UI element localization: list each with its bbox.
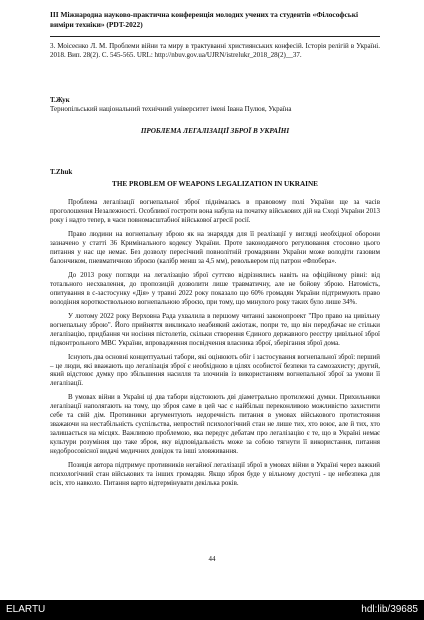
header-divider: [50, 36, 380, 37]
paper-title-ua: ПРОБЛЕМА ЛЕГАЛІЗАЦІЇ ЗБРОЇ В УКРАЇНІ: [140, 127, 290, 135]
paragraph: Проблема легалізації вогнепальної зброї піднімалась в правовому полі України ще за часів проголошення Незалежності. Особливої гостроти вона набула на початку військових дій на Сході України 2013 року і надто тепер, в часи повномасштабної військової агресії росії.: [50, 198, 380, 224]
paragraph: Позиція автора підтримує противників негайної легалізації зброї в умовах війни в Україні через важкий психологічний стан військових та інших громадян. Якщо зброя буде у вільному доступі - це небезпека для всіх, хто навколо. Питання варто відтермінувати декілька років.: [50, 461, 380, 488]
paragraph: Право людини на вогнепальну зброю як на знаряддя для її реалізації у вигляді необхідної оборони зазначено у статті 36 Кримінального кодексу України. Проте законодавчого регулювання стосовно цього питання у нас ще немає. Без дозволу пересічний повнолітній громадянин України може володіти газовим балончиком, пневматичною зброєю (калібр менш за 4,5 мм), револьвером під патрон «Флобера».: [50, 229, 380, 265]
page-number: 44: [208, 555, 216, 563]
author-block-ua: [50, 96, 380, 114]
paragraph: В умовах війни в Україні ці два табори відстоюють дві діаметрально протилежні думки. Прихильники легалізації наполягають на тому, що зброя саме в цей час є найбільш переконливою можливістю захистити себе та свій дім. Противники аргументують недоречність питання в умовах військового протистояння зважаючи на нестабільність суспільства, непростий психологічний стан не лише тих, хто воює, але й тих, хто залишається на місцях. Важливою проблемою, яка передує дебатам про легалізацію є те, що в Україні немає культури розуміння що таке зброя, яку відповідальність може за собою тягнути її використання, питання недобросовісної видачі медичних довідок та інші зловживання.: [50, 393, 380, 456]
repository-footer: [0, 600, 424, 620]
repository-name: ELARTU: [6, 604, 46, 615]
paragraph: Існують два основні концептуальні табори, які оцінюють обіг і застосування вогнепальної зброї: перший – це люди, які вважають що легалізація зброї є необхідною в цілях особистої безпеки та самозахисту; другий, який відстоює думку про збільшення насилля та злочинів із використанням вогнепальної зброї за умови її легалізації.: [50, 352, 380, 388]
author-block-en: [50, 168, 380, 177]
author-name-en: T.Zhuk: [50, 168, 73, 176]
conference-header: ІІІ Міжнародна науково-практична конференція молодих учених та студентів «Філософські виміри техніки» (PDT-2022): [50, 10, 359, 29]
paragraph: У лютому 2022 року Верховна Рада ухвалила в першому читанні законопроект "Про право на цивільну вогнепальну зброю". Його прийняття викликало неабиякий ажіотаж, попри те, що він передбачає не стільки легалізацію, придбання чи носіння пістолетів, скільки створення Єдиного державного реєстру цивільної зброї підконтрольного МВС України, впровадження посвідчення власника зброї, зберігання зброї дома.: [50, 311, 380, 347]
author-affiliation: Тернопільський національний технічний університет імені Івана Пулюя, Україна: [50, 105, 292, 114]
paper-title-en: THE PROBLEM OF WEAPONS LEGALIZATION IN UKRAINE: [112, 180, 318, 188]
author-name-ua: Т.Жук: [50, 96, 70, 104]
paragraph: До 2013 року погляди на легалізацію зброї суттєво відрізнялись навіть на офіційному рівні: від тотального несхвалення, до пропозицій дозволити лише травматичну, але не бойову зброю. Натомість, опитування в с-застосунку «Дія» у травні 2022 року показало що 60% громадян України підтримують право володіння короткоствольною вогнепальною зброєю, при тому, що минулого року таких було лише 34%.: [50, 270, 380, 306]
article-body: [50, 198, 380, 493]
reference-item: 3. Моісеєнко Л. М. Проблеми війни та миру в трактуванні християнських конфесій. Історія релігій в Україні. 2018. Вип. 28(2). С. 545-565. URL: http://nbuv.gov.ua/UJRN/istrelukr_2018_28(2)__37.: [50, 42, 380, 60]
handle-id[interactable]: hdl:lib/39685: [361, 604, 418, 615]
